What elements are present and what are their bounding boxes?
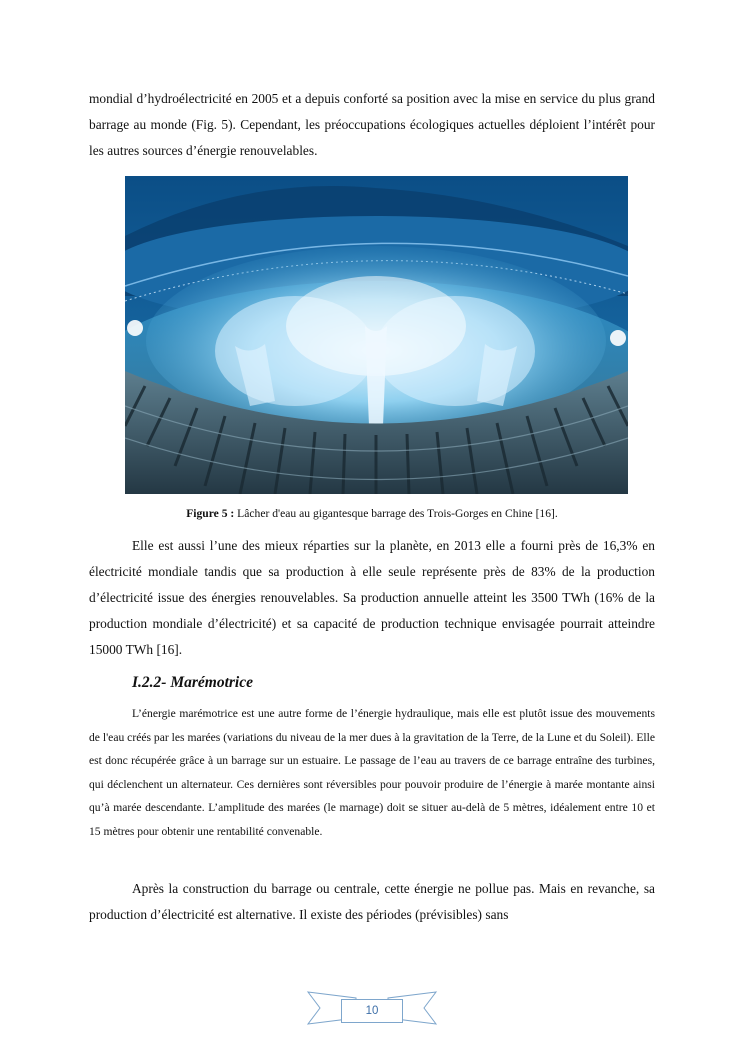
paragraph-intro: mondial d’hydroélectricité en 2005 et a depuis conforté sa position avec la mise en service du plus grand barrage au monde (Fig. 5). Cependant, les préoccupations écologiques actuelles déploient l’intérêt pour les autres sources d’énergie renouvelables. xyxy=(89,91,655,158)
figure-caption xyxy=(89,507,655,520)
figure-caption-text: Lâcher d'eau au gigantesque barrage des Trois-Gorges en Chine [16]. xyxy=(234,507,558,520)
paragraph-maremotrice: L’énergie marémotrice est une autre forme de l’énergie hydraulique, mais elle est plutôt issue des mouvements de l'eau créés par les marées (variations du niveau de la mer dues à la gravitation de la Terre, de la Lune et du Soleil). Elle est donc récupérée grâce à un barrage sur un estuaire. Le passage de l’eau au travers de ce barrage entraîne des turbines, qui déclenchent un alternateur. Ces dernières sont réversibles pour pouvoir produire de l’énergie à marée montante ainsi qu’à marée descendante. L’amplitude des marées (le marnage) doit se situer au-delà de 5 mètres, idéalement entre 10 et 15 mètres pour obtenir une rentabilité convenable. xyxy=(89,707,655,838)
paragraph-hydro: Elle est aussi l’une des mieux réparties sur la planète, en 2013 elle a fourni près de 16,3% en électricité mondiale tandis que sa production à elle seule représente près de 83% de la production d’électricité issue des énergies renouvelables. Sa production annuelle atteint les 3500 TWh (16% de la production mondiale d’électricité) et sa capacité de production technique envisagée pourrait atteindre 15000 TWh [16]. xyxy=(89,538,655,657)
page-number: 10 xyxy=(341,999,403,1023)
three-gorges-dam-photo xyxy=(125,176,628,494)
figure-label: Figure 5 : xyxy=(186,507,235,520)
section-heading: I.2.2- Marémotrice xyxy=(132,674,253,691)
paragraph-apres: Après la construction du barrage ou centrale, cette énergie ne pollue pas. Mais en revanche, sa production d’électricité est alternative. Il existe des périodes (prévisibles) sans xyxy=(89,881,655,922)
